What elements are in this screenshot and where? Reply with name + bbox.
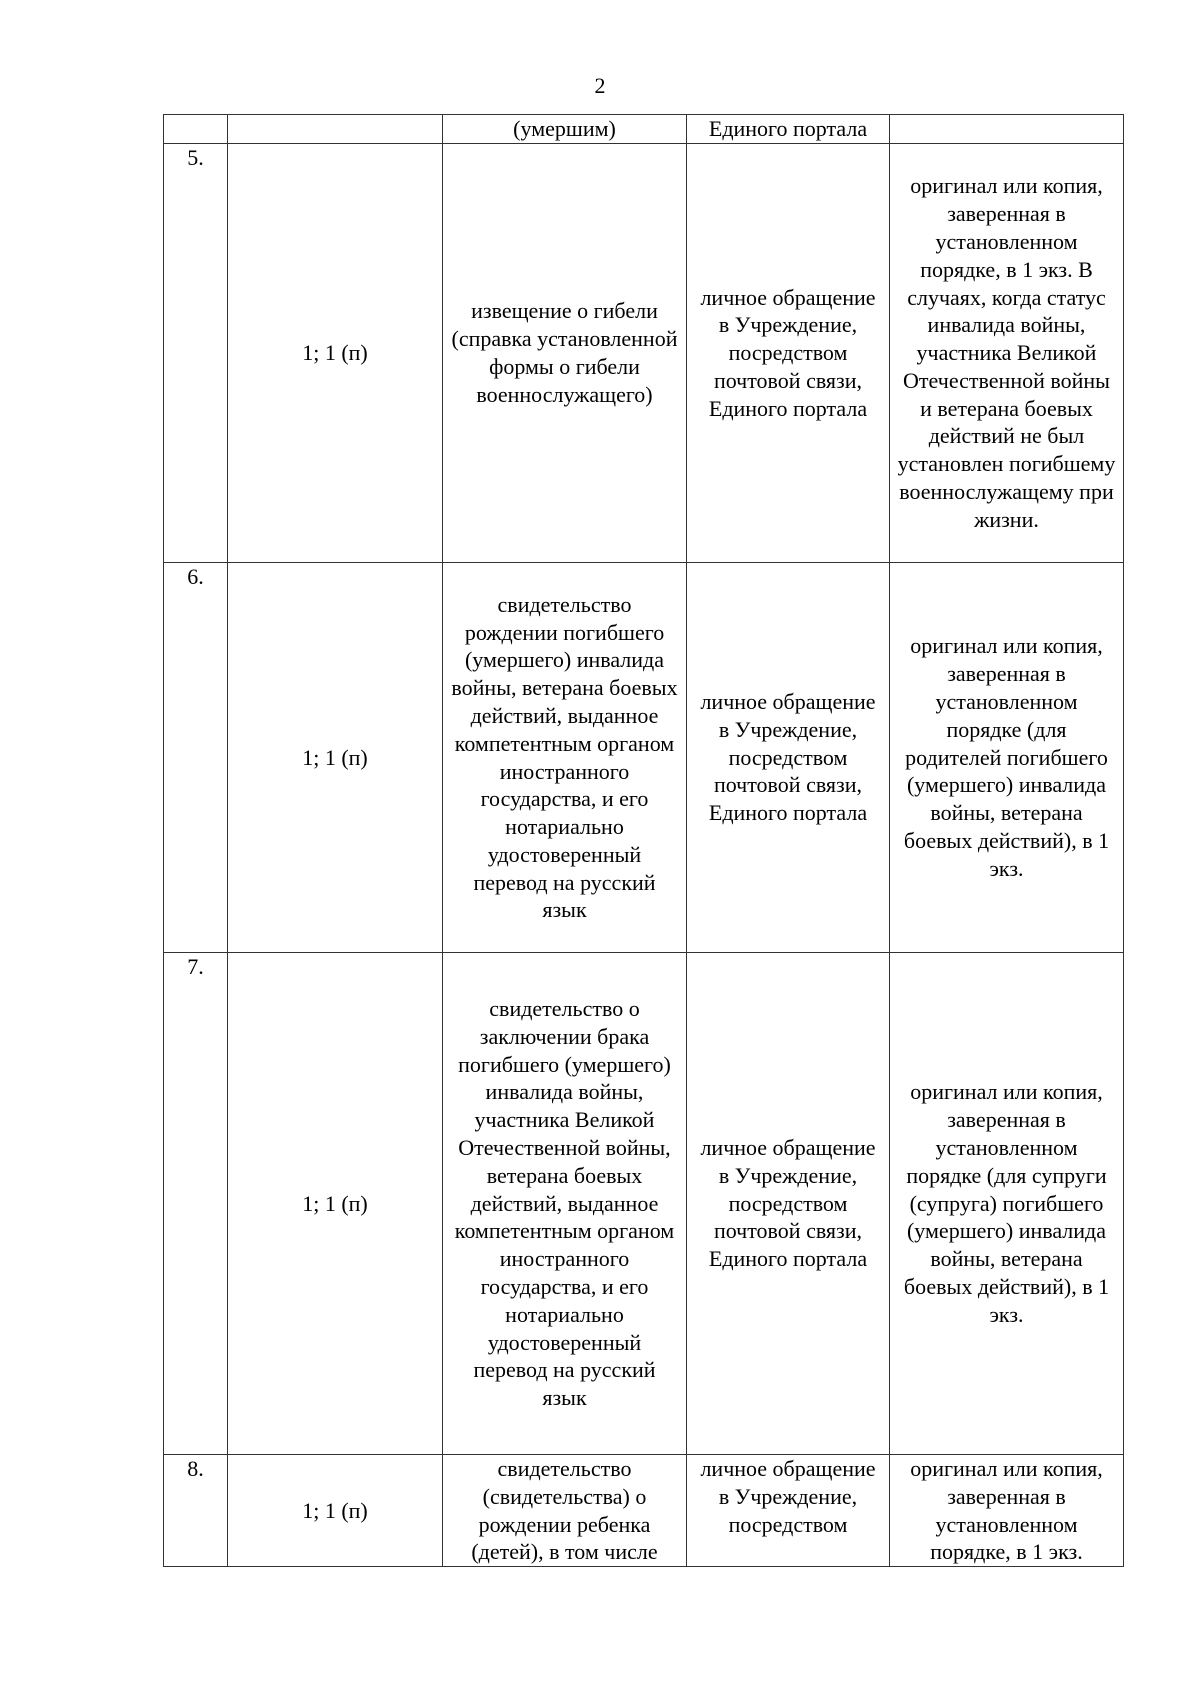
cell-document: свидетельство (свидетельства) о рождении ребенка (детей), в том числе xyxy=(443,1455,687,1567)
cell-document: извещение о гибели (справка установленной формы о гибели военнослужащего) xyxy=(443,144,687,563)
cell-document: свидетельство о заключении брака погибшего (умершего) инвалида войны, участника Великой Отечественной войны, ветерана боевых действий, выданное компетентным органом иностранного государства, и его нотариально удостоверенный перевод на русский язык xyxy=(443,953,687,1455)
table-row-continuation xyxy=(164,115,1124,144)
table-row xyxy=(164,1455,1124,1567)
cell-form: оригинал или копия, заверенная в установленном порядке (для родителей погибшего (умершего) инвалида войны, ветерана боевых действий), в 1 экз. xyxy=(890,563,1124,953)
cell-rule: 1; 1 (п) xyxy=(228,1455,443,1567)
cell-form xyxy=(890,115,1124,144)
cell-num: 7. xyxy=(164,953,228,1455)
table-row xyxy=(164,144,1124,563)
cell-rule: 1; 1 (п) xyxy=(228,953,443,1455)
page-number: 2 xyxy=(594,73,606,98)
cell-method: личное обращение в Учреждение, посредством почтовой связи, Единого портала xyxy=(687,953,890,1455)
cell-form: оригинал или копия, заверенная в установленном порядке (для супруги (супруга) погибшего (умершего) инвалида войны, ветерана боевых действий), в 1 экз. xyxy=(890,953,1124,1455)
cell-method: личное обращение в Учреждение, посредством почтовой связи, Единого портала xyxy=(687,144,890,563)
table-row xyxy=(164,563,1124,953)
cell-num: 5. xyxy=(164,144,228,563)
documents-table xyxy=(163,114,1124,1567)
table-row xyxy=(164,953,1124,1455)
cell-form: оригинал или копия, заверенная в установленном порядке, в 1 экз. В случаях, когда статус инвалида войны, участника Великой Отечественной войны и ветерана боевых действий не был установлен погибшему военнослужащему при жизни. xyxy=(890,144,1124,563)
cell-document: (умершим) xyxy=(443,115,687,144)
cell-rule xyxy=(228,115,443,144)
cell-method: личное обращение в Учреждение, посредством xyxy=(687,1455,890,1567)
cell-num: 8. xyxy=(164,1455,228,1567)
cell-rule: 1; 1 (п) xyxy=(228,144,443,563)
cell-method: личное обращение в Учреждение, посредством почтовой связи, Единого портала xyxy=(687,563,890,953)
cell-rule: 1; 1 (п) xyxy=(228,563,443,953)
cell-num xyxy=(164,115,228,144)
cell-num: 6. xyxy=(164,563,228,953)
cell-document: свидетельство рождении погибшего (умершего) инвалида войны, ветерана боевых действий, выданное компетентным органом иностранного государства, и его нотариально удостоверенный перевод на русский язык xyxy=(443,563,687,953)
cell-method: Единого портала xyxy=(687,115,890,144)
cell-form: оригинал или копия, заверенная в установленном порядке, в 1 экз. xyxy=(890,1455,1124,1567)
